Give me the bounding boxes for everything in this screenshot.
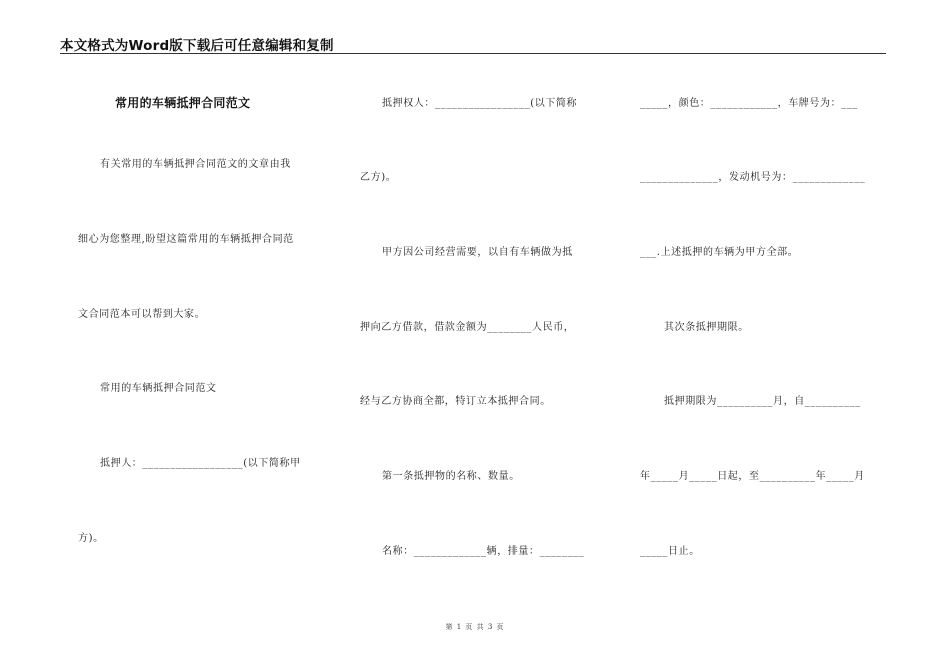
document-title: 常用的车辆抵押合同范文 bbox=[115, 96, 251, 110]
paragraph-line: 年_____月_____日起，至__________年_____月 bbox=[640, 471, 865, 482]
paragraph-line: 抵押期限为__________月，自__________ bbox=[664, 396, 861, 407]
paragraph-line: 抵押权人：_________________(以下简称 bbox=[382, 98, 578, 109]
paragraph-line: 细心为您整理,盼望这篇常用的车辆抵押合同范 bbox=[78, 234, 294, 245]
paragraph-line: 文合同范本可以帮到大家。 bbox=[78, 309, 206, 320]
paragraph-line: 乙方)。 bbox=[360, 172, 397, 183]
paragraph-line: 甲方因公司经营需要，以自有车辆做为抵 bbox=[382, 247, 573, 258]
section-heading: 常用的车辆抵押合同范文 bbox=[100, 383, 217, 394]
page-header: 本文格式为Word版下载后可任意编辑和复制 bbox=[60, 38, 334, 54]
paragraph-line: 经与乙方协商全都，特订立本抵押合同。 bbox=[360, 396, 551, 407]
page-number: 第 1 页 共 3 页 bbox=[445, 623, 505, 631]
section-heading: 第一条抵押物的名称、数量。 bbox=[382, 471, 520, 482]
paragraph-line: ______________，发动机号为：_____________ bbox=[640, 172, 866, 183]
paragraph-line: 押向乙方借款，借款金额为________人民币， bbox=[360, 322, 575, 333]
paragraph-line: _____，颜色：____________，车牌号为：___ bbox=[640, 98, 858, 109]
paragraph-line: 有关常用的车辆抵押合同范文的文章由我 bbox=[100, 159, 291, 170]
header-rule bbox=[60, 53, 886, 54]
paragraph-line: 方)。 bbox=[78, 533, 104, 544]
section-heading: 其次条抵押期限。 bbox=[664, 322, 749, 333]
paragraph-line: ___.上述抵押的车辆为甲方全部。 bbox=[640, 247, 799, 258]
paragraph-line: _____日止。 bbox=[640, 546, 700, 557]
paragraph-line: 抵押人：__________________(以下简称甲 bbox=[100, 458, 301, 469]
paragraph-line: 名称：_____________辆，排量：________ bbox=[382, 546, 585, 557]
